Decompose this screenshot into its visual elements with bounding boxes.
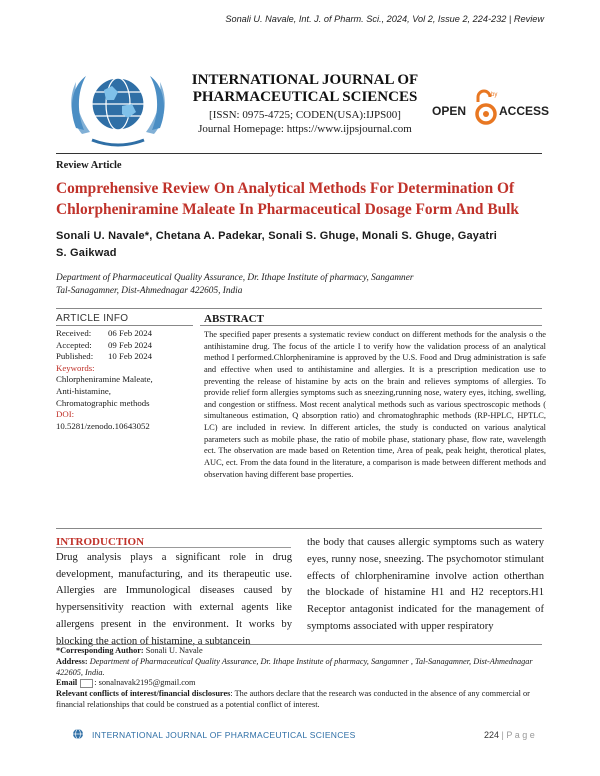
authors-line2: S. Gaikwad [56, 247, 117, 259]
footnote-divider [56, 644, 542, 645]
footer-globe-icon [72, 728, 84, 740]
published-date: 10 Feb 2024 [108, 351, 152, 362]
introduction-column-1: Drug analysis plays a significant role in drug development, manufacturing, and its therapeutic use. Allergies are Immunological diseases caused by hypersensitivity reaction with external agents like allergens present in the environment. It works by blocking the action of histamine, a subtancein [56, 552, 292, 647]
accepted-label: Accepted: [56, 339, 92, 350]
journal-masthead [190, 72, 420, 136]
section-divider [56, 308, 542, 309]
conflict-statement: Relevant conflicts of interest/financial disclosures: The authors declare that the research was conducted in the absence of any commercial or financial relationships that could be construed as a potential conflict of interest. [56, 689, 530, 709]
open-access-right-text: ACCESS [499, 104, 550, 118]
footnote [56, 646, 546, 711]
page-number: 224 | P a g e [484, 730, 535, 740]
keywords-label: Keywords: [56, 362, 95, 373]
introduction-divider [56, 547, 291, 548]
abstract-heading: ABSTRACT [204, 313, 264, 325]
published-row [56, 351, 198, 363]
abstract-text: The specified paper presents a systematic review conduct on different methods for the analysis o the antihistamine drug. The focus of the article I to verify how the validation process of an analytical method I performed.Chlorpheniramine is approved by the U.S. Food and Drug administration is safe and effective when used to antihistamine and allergies. It is a prescription medication use to preventing the release of histamine by acts on the brain and relieves symptoms of allergies. To provide relief form allergies symptoms such as sneezing,running nose, watery eyes, itching, swelling, and congestion or stiffness. Most recent analytical methods such as various spectroscopic methods ( simultaneous estimation, Q absorption ratio) and chromatoghraphic methods (RP-HPLC, HPTLC, LC) are included in review. In different articles, the study is conducted on various analytical parameters such as mobile phase, the ratio of mobile phase, stationary phase, flow rate, wavelength ect. The observation are made based on Retention time, Area of peak, peak height, therotical plates, AUC, ect. From the data found in the literature, a comparison is made between different methods and observation having different base properties. [204, 330, 546, 479]
header-divider [56, 153, 542, 154]
accepted-row [56, 340, 198, 352]
article-info-panel [56, 328, 198, 432]
mail-icon [80, 679, 93, 688]
accepted-date: 09 Feb 2024 [108, 339, 152, 350]
email-link[interactable]: : sonalnavak2195@gmail.com [94, 678, 196, 688]
doi-link[interactable]: 10.5281/zenodo.10643052 [56, 420, 150, 431]
doi-label: DOI: [56, 409, 75, 420]
journal-name-line2: PHARMACEUTICAL SCIENCES [192, 89, 418, 105]
journal-name-line1: INTERNATIONAL JOURNAL OF [191, 72, 419, 88]
article-info-heading: ARTICLE INFO [56, 313, 129, 324]
journal-globe-logo-icon [62, 68, 174, 148]
received-row [56, 328, 198, 340]
info-divider [56, 325, 193, 326]
article-type: Review Article [56, 160, 122, 171]
journal-issn: [ISSN: 0975-4725; CODEN(USA):IJPS00] [209, 109, 401, 121]
authors-line1: Sonali U. Navale*, Chetana A. Padekar, Sonali S. Ghuge, Monali S. Ghuge, Gayatri [56, 230, 498, 242]
author-address: Address: Department of Pharmaceutical Quality Assurance, Dr. Ithape Institute of pharmacy, Sangamner , Tal-Sanagamner, Dist-Ahmednagar 422605, India. [56, 656, 533, 677]
svg-text:by: by [491, 92, 498, 98]
open-access-logo-icon [432, 88, 550, 128]
running-citation: Sonali U. Navale, Int. J. of Pharm. Sci., 2024, Vol 2, Issue 2, 224-232 | Review [225, 14, 544, 24]
keyword-item: Chlorpheniramine Maleate, [56, 374, 153, 385]
abstract-divider [200, 325, 542, 326]
author-email: Email : sonalnavak2195@gmail.com [56, 678, 196, 688]
keyword-item: Chromatographic methods [56, 397, 150, 408]
received-label: Received: [56, 328, 92, 338]
footer-journal-name: INTERNATIONAL JOURNAL OF PHARMACEUTICAL SCIENCES [92, 730, 356, 740]
author-list [56, 228, 546, 262]
open-access-left-text: OPEN [432, 104, 467, 118]
affiliation-line2: Tal-Sanagamner, Dist-Ahmednagar 422605, India [56, 286, 243, 296]
abstract-end-divider [56, 528, 542, 529]
author-affiliation [56, 272, 546, 298]
journal-homepage-link[interactable]: Journal Homepage: https://www.ijpsjournal.com [198, 123, 412, 135]
corresponding-author: *Corresponding Author: Sonali U. Navale [56, 646, 203, 655]
affiliation-line1: Department of Pharmaceutical Quality Assurance, Dr. Ithape Institute of pharmacy, Sangamner [56, 273, 414, 283]
article-title: Comprehensive Review On Analytical Methods For Determination Of Chlorpheniramine Maleate In Pharmaceutical Dosage Form And Bulk [56, 180, 519, 218]
introduction-heading: INTRODUCTION [56, 536, 145, 548]
published-label: Published: [56, 351, 94, 362]
keyword-item: Anti-histamine, [56, 385, 111, 396]
received-date: 06 Feb 2024 [108, 328, 152, 338]
introduction-column-2: the body that causes allergic symptoms such as watery eyes, runny nose, sneezing. The psychomotor stimulant effects of chlorpheniramine involve action otherthan the blockade of histamine H1 and H2 receptors.H1 Receptor antagonist indicated for the management of symptoms associated with upper respiratory [307, 537, 544, 632]
